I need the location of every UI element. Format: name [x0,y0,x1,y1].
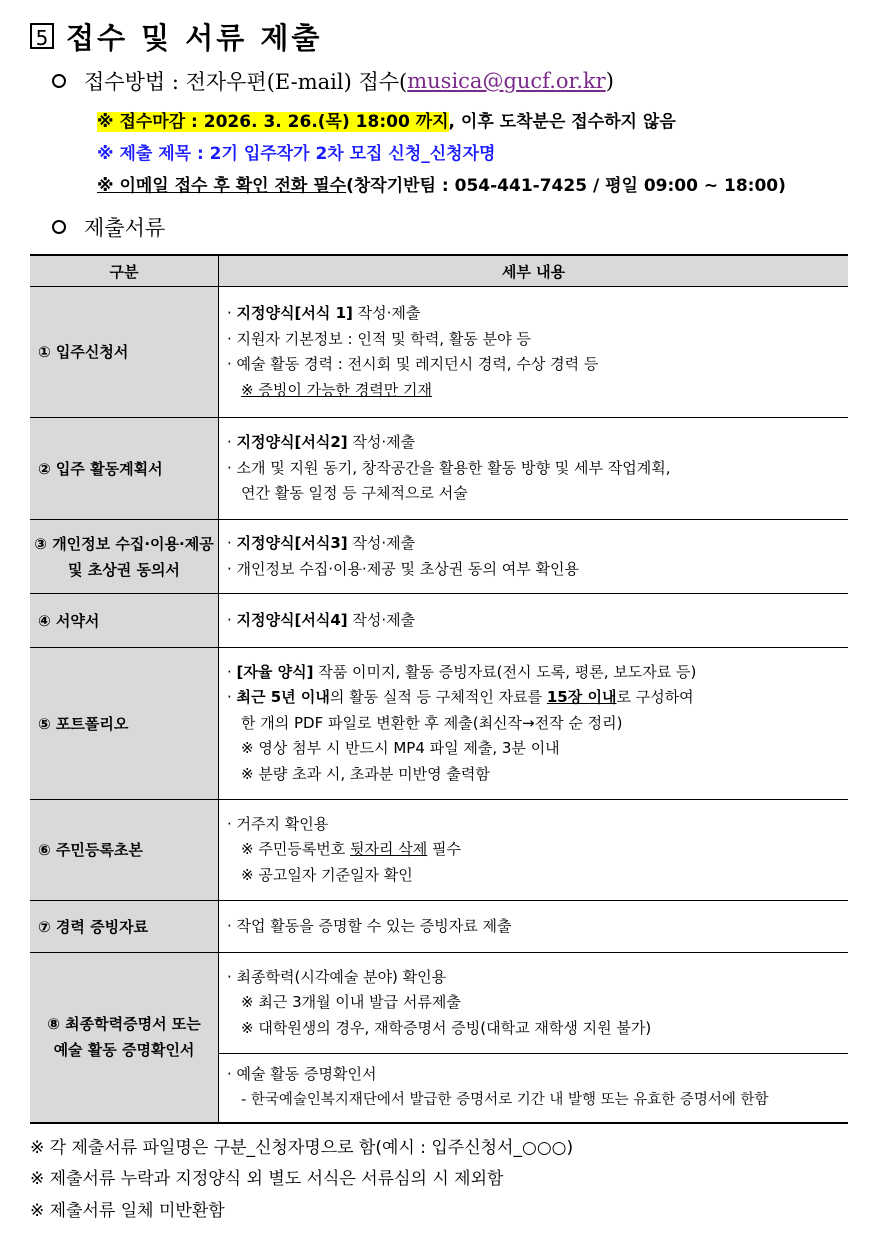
row-label: ③ 개인정보 수집·이용·제공 및 초상권 동의서 [30,520,219,594]
row-label: ⑧ 최종학력증명서 또는 예술 활동 증명확인서 [30,953,219,1123]
content-line: · 예술 활동 증명확인서 [227,1065,377,1084]
row-content [219,287,849,418]
row-content [219,418,849,520]
content-line: · 지정양식[서식4] 작성·제출 [227,610,416,629]
call-note-bold: ※ 이메일 접수 후 확인 전화 필수 [97,176,347,196]
header-category: 구분 [30,255,219,287]
table-row [30,901,848,953]
table-header-row [30,255,848,287]
footer-note: ※ 제출서류 누락과 지정양식 외 별도 서식은 서류심의 시 제외함 [30,1169,504,1189]
section-title [30,16,322,56]
content-line: ※ 주민등록번호 뒷자리 삭제 필수 [241,840,462,859]
table-row [30,287,848,418]
content-line: · 최근 5년 이내의 활동 실적 등 구체적인 자료를 15장 이내로 구성하여 [227,688,694,707]
email-link[interactable]: musica@gucf.or.kr [407,69,606,93]
content-line: 연간 활동 일정 등 구체적으로 서술 [241,484,468,503]
circle-bullet-icon [52,220,66,234]
content-line: · 지정양식[서식2] 작성·제출 [227,433,416,452]
call-note [97,171,786,196]
deadline-highlight: ※ 접수마감 : 2026. 3. 26.(목) 18:00 까지 [97,112,449,132]
circle-bullet-icon [52,74,66,88]
documents-table [30,254,848,1124]
table-row [30,648,848,800]
table-row [30,520,848,594]
content-line: ※ 분량 초과 시, 초과분 미반영 출력함 [241,764,490,783]
deadline-note [97,107,676,132]
content-line: ※ 증빙이 가능한 경력만 기재 [241,380,433,399]
deadline-rest: , 이후 도착분은 접수하지 않음 [448,112,676,132]
content-line: ※ 대학원생의 경우, 재학증명서 증빙(대학교 재학생 지원 불가) [241,1018,652,1037]
table-row [30,594,848,648]
row-label: ④ 서약서 [30,594,219,648]
header-details: 세부 내용 [219,255,849,287]
content-line: · 소개 및 지원 동기, 창작공간을 활용한 활동 방향 및 세부 작업계획, [227,458,671,477]
call-note-rest: (창작기반팀 : 054-441-7425 / 평일 09:00 ~ 18:00) [346,176,786,196]
content-line: ※ 최근 3개월 이내 발급 서류제출 [241,993,461,1012]
docs-heading-text: 제출서류 [84,216,166,240]
row-content [219,953,849,1054]
row-content [219,648,849,800]
content-line: · 예술 활동 경력 : 전시회 및 레지던시 경력, 수상 경력 등 [227,355,599,373]
row-label: ⑦ 경력 증빙자료 [30,901,219,953]
row-content [219,520,849,594]
subject-note: ※ 제출 제목 : 2기 입주작가 2차 모집 신청_신청자명 [97,144,496,164]
footer-note: ※ 제출서류 일체 미반환함 [30,1201,225,1221]
content-line: ※ 영상 첨부 시 반드시 MP4 파일 제출, 3분 이내 [241,739,560,758]
content-line: ※ 공고일자 기준일자 확인 [241,865,413,884]
reception-suffix: ) [605,69,614,93]
row-content [219,1054,849,1123]
row-content [219,901,849,953]
row-label: ② 입주 활동계획서 [30,418,219,520]
docs-heading [52,212,165,242]
content-line: 한 개의 PDF 파일로 변환한 후 제출(최신작→전작 순 정리) [241,713,623,732]
content-line: · 거주지 확인용 [227,814,329,833]
reception-method [52,66,614,96]
content-line: · 작업 활동을 증명할 수 있는 증빙자료 제출 [227,916,512,935]
content-line: · 지원자 기본정보 : 인적 및 학력, 활동 분야 등 [227,329,531,348]
content-line: · 지정양식[서식 1] 작성·제출 [227,304,421,322]
section-number: 5 [30,23,54,49]
table-row [30,953,848,1054]
reception-label: 접수방법 : 전자우편(E-mail) 접수( [84,70,408,94]
table-row [30,800,848,901]
row-label: ⑥ 주민등록초본 [30,800,219,901]
section-heading: 접수 및 서류 제출 [66,20,323,55]
footer-note: ※ 각 제출서류 파일명은 구분_신청자명으로 함(예시 : 입주신청서_○○○) [30,1138,574,1158]
content-line: · 개인정보 수집·이용·제공 및 초상권 동의 여부 확인용 [227,559,579,578]
table-row [30,418,848,520]
row-content [219,594,849,648]
content-line: · [자율 양식] 작품 이미지, 활동 증빙자료(전시 도록, 평론, 보도자료 등) [227,662,697,681]
row-label: ① 입주신청서 [30,287,219,418]
content-line: · 최종학력(시각예술 분야) 확인용 [227,967,447,986]
content-line: · 지정양식[서식3] 작성·제출 [227,534,416,552]
row-content [219,800,849,901]
content-line: - 한국예술인복지재단에서 발급한 증명서로 기간 내 발행 또는 유효한 증명서에 한함 [241,1091,769,1108]
row-label: ⑤ 포트폴리오 [30,648,219,800]
